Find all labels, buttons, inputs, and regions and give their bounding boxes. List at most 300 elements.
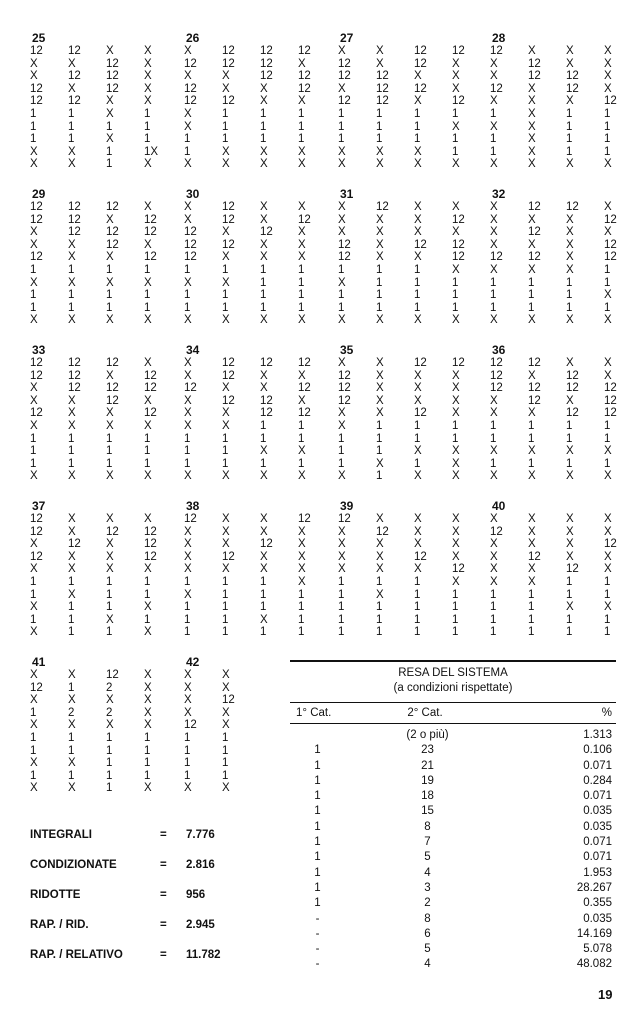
system-cell: 1	[338, 613, 345, 626]
stat-value: 2.816	[186, 859, 215, 871]
system-cell: 1	[144, 133, 151, 146]
system-row	[30, 83, 180, 96]
system-cell: 12	[30, 95, 43, 108]
system-cell: 1	[490, 457, 497, 470]
resa-cell: 4	[424, 958, 431, 971]
system-row	[184, 214, 334, 227]
system-cell: X	[490, 563, 498, 576]
system-cell: X	[414, 394, 422, 407]
system-cell: 1	[604, 120, 611, 133]
system-cell: X	[144, 158, 152, 171]
system-cell: 1X	[144, 145, 159, 158]
system-cell: 1	[222, 575, 229, 588]
system-cell: 1	[452, 588, 459, 601]
system-cell: 1	[68, 133, 75, 146]
system-cell: 1	[376, 120, 383, 133]
system-cell: X	[222, 419, 230, 432]
system-row	[490, 563, 640, 576]
system-row	[30, 45, 180, 58]
system-row	[490, 70, 640, 83]
system-cell: 12	[566, 369, 579, 382]
system-row	[490, 133, 640, 146]
system-cell: X	[222, 82, 230, 95]
system-cell: X	[184, 357, 192, 369]
system-cell: X	[452, 158, 460, 171]
system-cell: 1	[604, 626, 611, 639]
system-cell: 12	[338, 394, 351, 407]
system-cell: X	[376, 394, 384, 407]
system-cell: 1	[604, 276, 611, 289]
system-cell: X	[414, 525, 422, 538]
system-cell: X	[184, 120, 192, 133]
system-cell: 12	[30, 550, 43, 563]
system-cell: 12	[528, 382, 541, 395]
system-cell: 1	[490, 289, 497, 302]
system-row	[30, 251, 180, 264]
stat-row	[30, 850, 270, 880]
system-row	[30, 513, 180, 526]
system-cell: 12	[106, 70, 119, 83]
system-cell: X	[106, 213, 114, 226]
system-row	[184, 433, 334, 446]
system-cell: X	[222, 669, 230, 681]
system-cell: 12	[30, 213, 43, 226]
system-cell: 1	[144, 588, 151, 601]
system-row	[490, 395, 640, 408]
system-row	[30, 121, 180, 134]
system-row	[490, 314, 640, 327]
system-cell: 12	[260, 394, 273, 407]
system-cell: 12	[452, 357, 465, 369]
system-cell: X	[452, 314, 460, 327]
system-cell: 1	[414, 601, 421, 614]
system-cell: X	[106, 550, 114, 563]
system-cell: 1	[106, 601, 113, 614]
system-cell: X	[68, 525, 76, 538]
system-cell: 12	[222, 95, 235, 108]
resa-cell: 1	[314, 851, 321, 864]
system-cell: 12	[260, 407, 273, 420]
system-cell: 1	[68, 432, 75, 445]
system-cell: X	[490, 513, 498, 525]
system-cell: X	[106, 133, 114, 146]
resa-cell: 1	[314, 836, 321, 849]
system-row	[184, 526, 334, 539]
system-cell: 12	[222, 213, 235, 226]
system-number: 30	[186, 187, 200, 201]
system-cell: 12	[106, 525, 119, 538]
system-row	[338, 614, 488, 627]
system-cell: 1	[184, 575, 191, 588]
system-cell: 1	[30, 445, 37, 458]
system-cell: X	[528, 238, 536, 251]
system-block	[184, 188, 334, 327]
system-cell: X	[30, 226, 38, 239]
system-row	[30, 289, 180, 302]
system-cell: X	[298, 445, 306, 458]
system-cell: X	[260, 145, 268, 158]
system-cell: 12	[30, 369, 43, 382]
system-cell: 1	[414, 626, 421, 639]
system-cell: X	[376, 251, 384, 264]
system-cell: 12	[30, 513, 43, 525]
resa-table	[290, 660, 616, 973]
system-row	[338, 83, 488, 96]
system-cell: 1	[68, 601, 75, 614]
system-cell: 1	[144, 769, 151, 782]
system-cell: 12	[298, 82, 311, 95]
system-cell: X	[490, 158, 498, 171]
system-row	[30, 782, 180, 795]
system-cell: X	[414, 201, 422, 213]
system-row	[490, 95, 640, 108]
system-cell: 12	[490, 82, 503, 95]
system-number: 39	[340, 499, 354, 513]
system-cell: X	[566, 538, 574, 551]
system-cell: 1	[338, 575, 345, 588]
system-cell: X	[604, 357, 612, 369]
system-cell: 12	[338, 369, 351, 382]
system-cell: X	[68, 550, 76, 563]
system-cell: X	[452, 226, 460, 239]
system-cell: X	[490, 201, 498, 213]
system-cell: X	[528, 470, 536, 483]
system-cell: X	[566, 470, 574, 483]
system-cell: 1	[566, 457, 573, 470]
system-cell: X	[106, 407, 114, 420]
system-cell: X	[414, 145, 422, 158]
system-row	[490, 58, 640, 71]
system-row	[490, 576, 640, 589]
system-cell: X	[338, 158, 346, 171]
system-cell: X	[30, 782, 38, 795]
system-cell: 1	[528, 276, 535, 289]
resa-row	[290, 912, 616, 927]
system-row	[338, 70, 488, 83]
system-cell: 12	[604, 538, 617, 551]
system-cell: 1	[338, 445, 345, 458]
system-row	[30, 719, 180, 732]
system-cell: X	[490, 57, 498, 70]
system-cell: 12	[298, 407, 311, 420]
system-cell: 1	[68, 457, 75, 470]
system-cell: 1	[68, 681, 75, 694]
system-cell: 1	[604, 133, 611, 146]
system-cell: 1	[376, 432, 383, 445]
system-cell: 12	[106, 669, 119, 681]
system-block	[30, 500, 180, 639]
system-row	[184, 626, 334, 639]
stats-panel	[30, 820, 270, 970]
system-cell: 12	[490, 251, 503, 264]
system-cell: 1	[298, 276, 305, 289]
system-cell: 1	[604, 145, 611, 158]
system-cell: 1	[604, 301, 611, 314]
system-cell: X	[184, 550, 192, 563]
system-row	[338, 433, 488, 446]
system-cell: X	[528, 513, 536, 525]
system-cell: X	[184, 419, 192, 432]
system-row	[338, 302, 488, 315]
system-row	[30, 357, 180, 370]
resa-row	[290, 804, 616, 819]
page-number: 19	[598, 987, 613, 1002]
system-cell: 1	[184, 133, 191, 146]
system-cell: 1	[452, 601, 459, 614]
system-cell: X	[490, 394, 498, 407]
system-cell: X	[490, 95, 498, 108]
system-row	[184, 158, 334, 171]
system-row	[184, 121, 334, 134]
system-cell: X	[184, 394, 192, 407]
system-cell: X	[490, 70, 498, 83]
system-cell: 12	[566, 82, 579, 95]
system-cell: 1	[222, 289, 229, 302]
system-cell: 1	[260, 575, 267, 588]
system-cell: 12	[604, 382, 617, 395]
system-cell: X	[30, 719, 38, 732]
system-cell: 1	[184, 289, 191, 302]
system-cell: 1	[222, 613, 229, 626]
system-cell: X	[144, 357, 152, 369]
system-cell: X	[144, 82, 152, 95]
system-cell: X	[604, 563, 612, 576]
system-cell: 1	[490, 626, 497, 639]
system-cell: 2	[106, 706, 113, 719]
system-row	[490, 626, 640, 639]
system-cell: X	[414, 369, 422, 382]
resa-cell: 48.082	[576, 958, 612, 971]
system-cell: X	[452, 470, 460, 483]
system-cell: X	[106, 369, 114, 382]
system-cell: 1	[222, 588, 229, 601]
resa-cell: 0.035	[583, 805, 612, 818]
system-cell: 1	[376, 133, 383, 146]
system-block	[184, 344, 334, 483]
system-cell: X	[566, 357, 574, 369]
system-cell: 1	[144, 107, 151, 120]
system-row	[490, 146, 640, 159]
system-cell: 1	[376, 626, 383, 639]
system-cell: X	[184, 107, 192, 120]
system-cell: X	[566, 314, 574, 327]
system-cell: 12	[338, 513, 351, 525]
system-cell: X	[260, 613, 268, 626]
system-cell: X	[144, 694, 152, 707]
system-number: 36	[492, 343, 506, 357]
system-cell: X	[490, 238, 498, 251]
system-cell: 1	[414, 133, 421, 146]
system-cell: X	[452, 457, 460, 470]
system-cell: 1	[452, 107, 459, 120]
system-cell: 1	[604, 457, 611, 470]
system-cell: X	[298, 145, 306, 158]
system-cell: 1	[376, 613, 383, 626]
system-cell: 1	[452, 626, 459, 639]
system-cell: 1	[338, 626, 345, 639]
resa-cell: 19	[421, 774, 434, 787]
system-row	[184, 45, 334, 58]
system-cell: 12	[222, 238, 235, 251]
system-cell: 1	[528, 613, 535, 626]
system-cell: 1	[30, 575, 37, 588]
resa-cell: 0.106	[583, 744, 612, 757]
system-cell: X	[222, 470, 230, 483]
system-cell: 1	[452, 276, 459, 289]
system-cell: 12	[68, 201, 81, 213]
system-cell: X	[604, 445, 612, 458]
stat-label: CONDIZIONATE	[30, 859, 117, 871]
system-cell: X	[144, 70, 152, 83]
system-cell: 1	[184, 457, 191, 470]
system-row	[338, 226, 488, 239]
system-cell: 1	[376, 470, 383, 483]
system-cell: 1	[298, 601, 305, 614]
system-cell: 12	[68, 357, 81, 369]
system-cell: X	[144, 513, 152, 525]
system-cell: 1	[106, 626, 113, 639]
resa-cell: 7	[424, 836, 431, 849]
system-cell: X	[68, 57, 76, 70]
system-cell: X	[106, 563, 114, 576]
system-cell: X	[566, 45, 574, 57]
system-cell: 1	[376, 276, 383, 289]
resa-cell: 14.169	[576, 927, 612, 940]
system-cell: 1	[106, 457, 113, 470]
system-cell: 1	[376, 301, 383, 314]
system-number: 28	[492, 31, 506, 45]
system-cell: 1	[298, 432, 305, 445]
system-number: 37	[32, 499, 46, 513]
system-cell: 1	[144, 263, 151, 276]
system-cell: X	[528, 45, 536, 57]
resa-cell: 0.071	[583, 759, 612, 772]
system-cell: 1	[30, 301, 37, 314]
system-row	[30, 682, 180, 695]
system-number: 31	[340, 187, 354, 201]
system-cell: 12	[490, 382, 503, 395]
resa-cell: 1	[314, 805, 321, 818]
system-cell: 1	[68, 626, 75, 639]
system-row	[184, 589, 334, 602]
system-cell: X	[452, 120, 460, 133]
system-row	[338, 214, 488, 227]
system-cell: 12	[452, 238, 465, 251]
system-row	[30, 707, 180, 720]
system-row	[184, 251, 334, 264]
system-cell: 12	[338, 251, 351, 264]
system-cell: X	[298, 550, 306, 563]
system-row	[338, 420, 488, 433]
system-cell: 1	[414, 432, 421, 445]
system-cell: 12	[68, 45, 81, 57]
system-cell: X	[604, 201, 612, 213]
system-cell: X	[68, 251, 76, 264]
system-cell: X	[184, 45, 192, 57]
system-cell: 1	[68, 289, 75, 302]
system-row	[338, 239, 488, 252]
system-cell: X	[106, 694, 114, 707]
system-row	[338, 357, 488, 370]
system-cell: X	[184, 276, 192, 289]
system-cell: X	[376, 45, 384, 57]
system-cell: 1	[106, 782, 113, 795]
system-row	[338, 95, 488, 108]
system-cell: 1	[376, 289, 383, 302]
system-row	[490, 302, 640, 315]
system-cell: X	[566, 95, 574, 108]
system-cell: X	[144, 419, 152, 432]
system-cell: 1	[298, 613, 305, 626]
system-cell: X	[106, 107, 114, 120]
system-block	[338, 32, 488, 171]
system-cell: X	[452, 70, 460, 83]
system-cell: 1	[604, 107, 611, 120]
system-cell: 1	[30, 457, 37, 470]
system-cell: X	[604, 289, 612, 302]
system-row	[184, 264, 334, 277]
system-row	[30, 70, 180, 83]
stat-equals: =	[160, 889, 167, 901]
resa-body	[290, 728, 616, 973]
system-cell: 1	[106, 445, 113, 458]
system-cell: X	[260, 445, 268, 458]
resa-cell: 3	[424, 881, 431, 894]
system-cell: 12	[184, 82, 197, 95]
system-cell: 12	[298, 513, 311, 525]
system-cell: 1	[222, 757, 229, 770]
resa-cell: 1.313	[583, 729, 612, 741]
stat-value: 2.945	[186, 919, 215, 931]
system-cell: X	[490, 120, 498, 133]
system-cell: 1	[338, 107, 345, 120]
system-cell: X	[184, 538, 192, 551]
system-cell: 1	[68, 575, 75, 588]
system-cell: 1	[490, 301, 497, 314]
system-cell: 1	[414, 276, 421, 289]
system-cell: 1	[376, 445, 383, 458]
system-cell: X	[376, 238, 384, 251]
system-cell: 1	[144, 301, 151, 314]
system-cell: 1	[414, 613, 421, 626]
system-cell: X	[68, 314, 76, 327]
stat-row	[30, 880, 270, 910]
system-block	[338, 188, 488, 327]
system-cell: X	[68, 158, 76, 171]
system-cell: 1	[68, 301, 75, 314]
system-cell: X	[260, 82, 268, 95]
system-cell: 12	[30, 681, 43, 694]
system-row	[338, 289, 488, 302]
system-cell: X	[528, 407, 536, 420]
system-cell: X	[184, 70, 192, 83]
system-row	[490, 420, 640, 433]
system-cell: 12	[528, 226, 541, 239]
system-cell: 12	[106, 357, 119, 369]
system-cell: 1	[566, 419, 573, 432]
resa-row	[290, 789, 616, 804]
system-cell: X	[30, 276, 38, 289]
system-cell: 12	[490, 45, 503, 57]
system-cell: 1	[68, 120, 75, 133]
system-cell: 12	[144, 369, 157, 382]
system-cell: X	[452, 382, 460, 395]
system-row	[490, 45, 640, 58]
system-cell: X	[566, 251, 574, 264]
system-cell: X	[222, 382, 230, 395]
system-cell: 12	[106, 394, 119, 407]
system-cell: X	[68, 394, 76, 407]
